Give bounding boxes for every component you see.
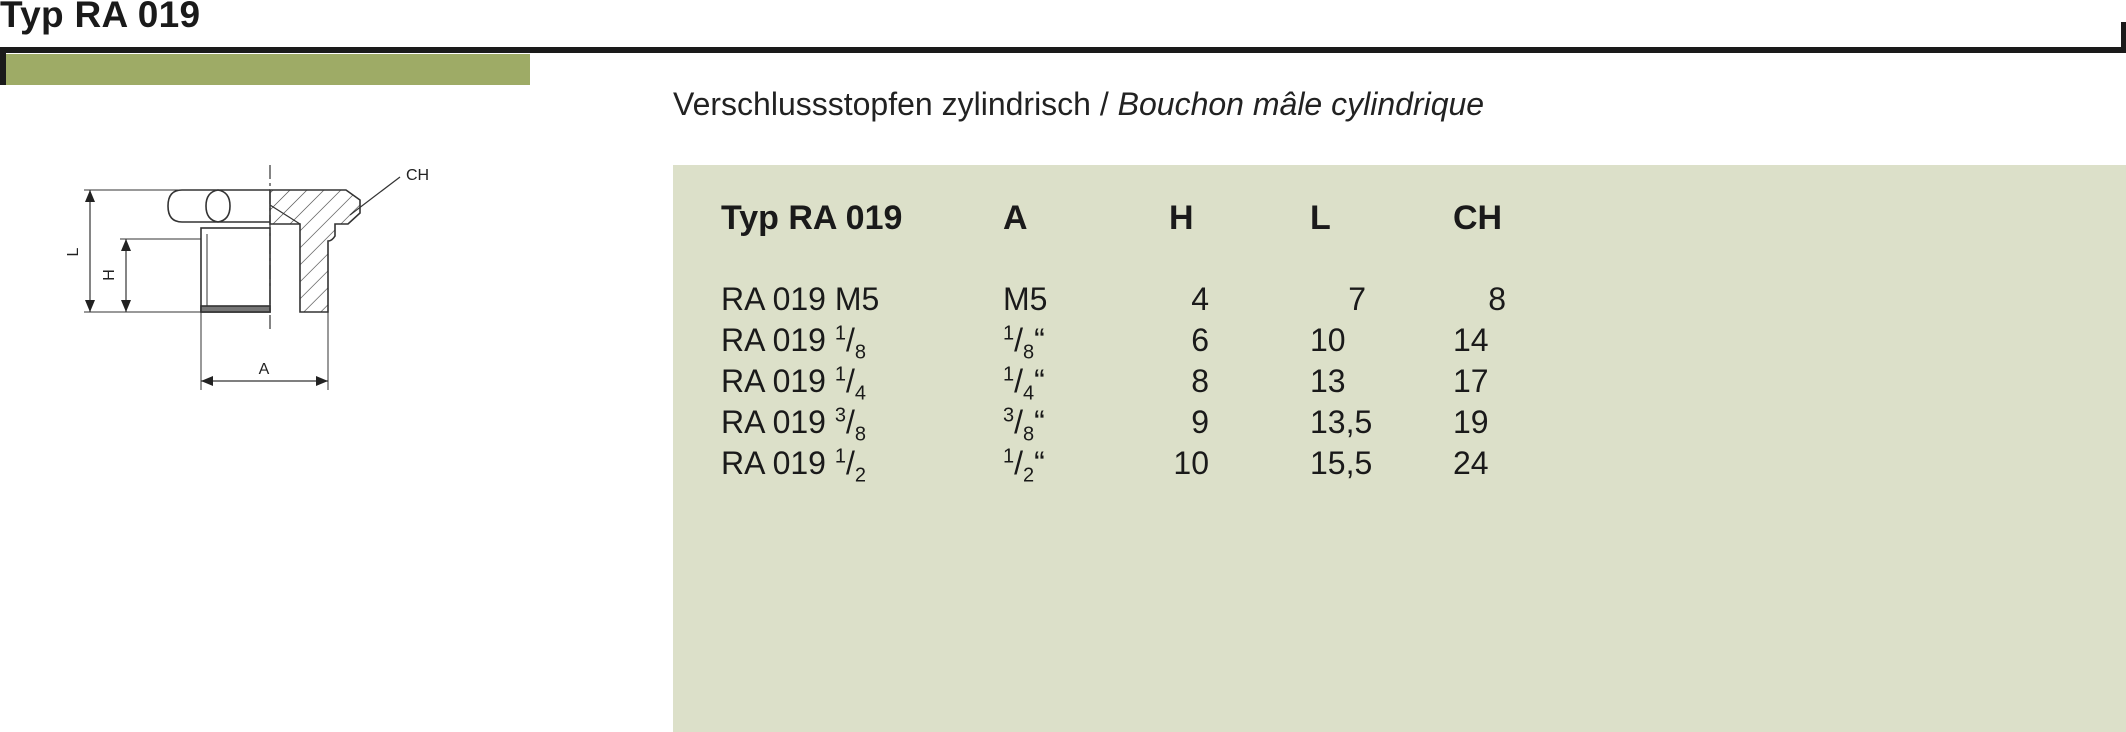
cell-h: 4 — [1191, 281, 1209, 317]
header-h: H — [1169, 199, 1194, 237]
cell-ch: 17 — [1453, 363, 1489, 399]
drawing-label-a: A — [258, 361, 270, 378]
cell-a: $^1/_2“$ — [1003, 445, 1045, 487]
cell-ch: 8 — [1488, 281, 1506, 317]
drawing-label-ch: CH — [406, 167, 430, 184]
cell-ch: 19 — [1453, 404, 1489, 440]
cell-type: RA 019 $^1/_8$ — [721, 322, 866, 364]
cell-h: 8 — [1191, 363, 1209, 399]
cell-a: $^1/_8“$ — [1003, 322, 1045, 364]
cell-ch: 24 — [1453, 445, 1489, 481]
cell-l: 15,5 — [1310, 445, 1373, 481]
product-subtitle — [673, 86, 1484, 123]
cell-h: 6 — [1191, 322, 1209, 358]
drawing-label-h: H — [101, 269, 118, 281]
cell-type: RA 019 $^1/_4$ — [721, 363, 866, 405]
page-title: Typ RA 019 — [0, 0, 201, 35]
cell-type: RA 019 M5 — [721, 281, 880, 317]
cell-l: 10 — [1310, 322, 1346, 358]
cell-a: M5 — [1003, 281, 1048, 317]
cell-h: 10 — [1173, 445, 1209, 481]
subtitle-german: Verschlussstopfen zylindrisch / — [673, 86, 1118, 122]
cell-l: 13 — [1310, 363, 1346, 399]
cell-l: 13,5 — [1310, 404, 1373, 440]
header-rule-right-tick — [2121, 22, 2126, 53]
drawing-label-l: L — [65, 247, 82, 257]
cell-l: 7 — [1348, 281, 1366, 317]
cell-a: $^3/_8“$ — [1003, 404, 1045, 446]
cell-type: RA 019 $^3/_8$ — [721, 404, 866, 446]
accent-bar — [6, 54, 530, 85]
technical-drawing — [65, 155, 450, 405]
header-a: A — [1003, 199, 1028, 237]
dimension-table-panel — [673, 165, 2126, 732]
header-l: L — [1310, 199, 1331, 237]
cell-ch: 14 — [1453, 322, 1489, 358]
header-ch: CH — [1453, 199, 1503, 237]
cell-h: 9 — [1191, 404, 1209, 440]
cell-type: RA 019 $^1/_2$ — [721, 445, 866, 487]
header-type: Typ RA 019 — [721, 199, 903, 237]
header-rule — [0, 47, 2126, 53]
cell-a: $^1/_4“$ — [1003, 363, 1045, 405]
subtitle-french: Bouchon mâle cylindrique — [1117, 86, 1485, 122]
